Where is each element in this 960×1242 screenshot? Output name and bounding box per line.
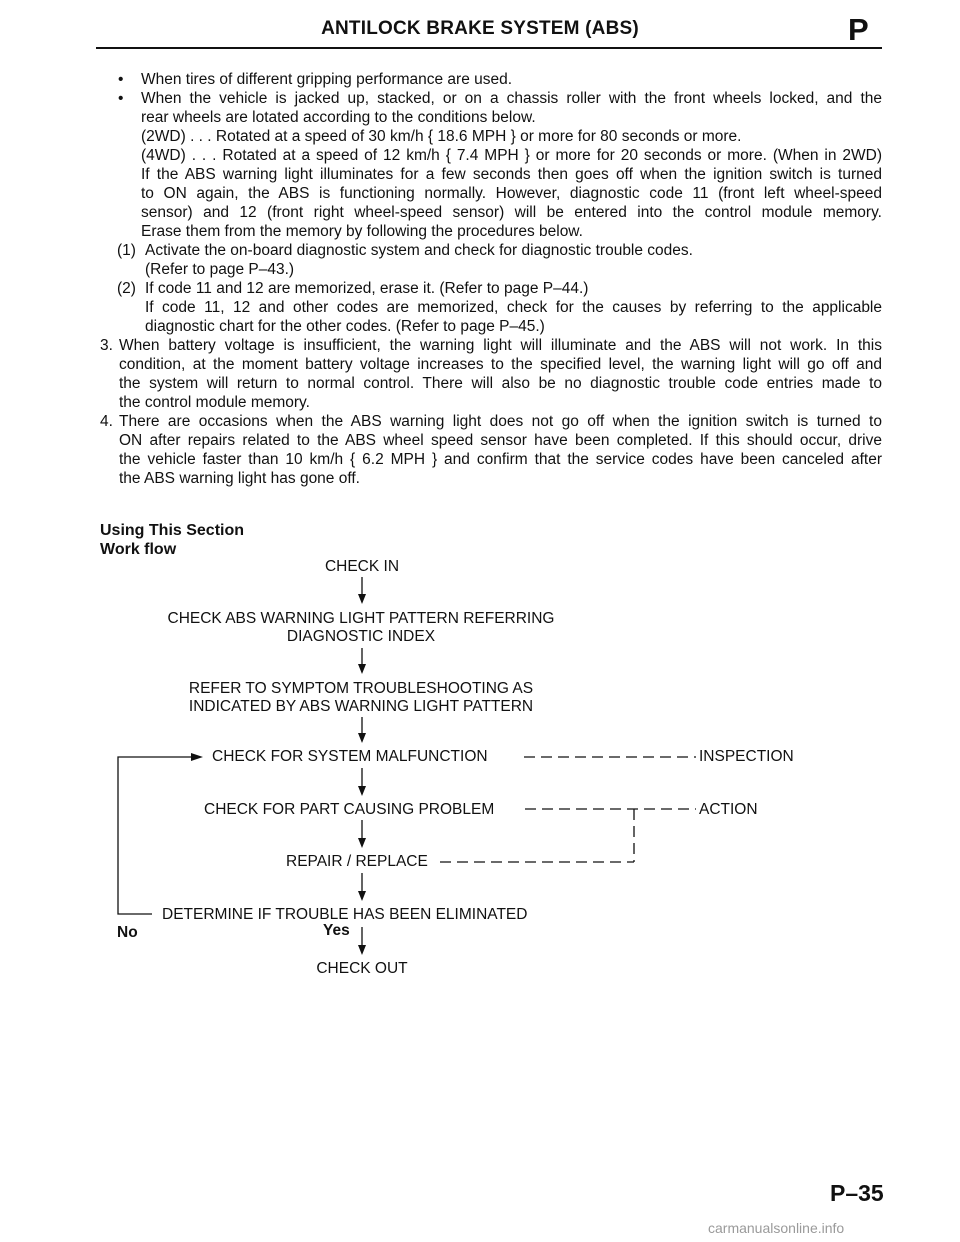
item3-line2: condition, at the moment battery voltage increases to the specified level, the warning light will go off and (119, 356, 882, 373)
arrow-head (358, 733, 366, 743)
page-title: ANTILOCK BRAKE SYSTEM (ABS) (321, 18, 639, 39)
bullet-tires: When tires of different gripping performance are used. (141, 71, 513, 88)
flow-part-causing-problem: CHECK FOR PART CAUSING PROBLEM (204, 801, 495, 818)
flow-pattern-line1: CHECK ABS WARNING LIGHT PATTERN REFERRING (167, 610, 555, 627)
paragraph-line1: If the ABS warning light illuminates for a few seconds then goes off when the ignition switch is turned (141, 166, 882, 183)
flow-refer-line2: INDICATED BY ABS WARNING LIGHT PATTERN (188, 698, 534, 715)
flow-determine: DETERMINE IF TROUBLE HAS BEEN ELIMINATED (162, 906, 528, 923)
section-heading: Using This Section (100, 522, 245, 539)
step1-line2: (Refer to page P–43.) (145, 261, 295, 278)
arrow-head (358, 838, 366, 848)
step2-line2: If code 11, 12 and other codes are memorized, check for the causes by referring to the applicable (145, 299, 882, 316)
item4-line3: the vehicle faster than 10 km/h { 6.2 MPH } and confirm that the service codes have been canceled after (119, 451, 882, 468)
step1-number: (1) (117, 242, 136, 259)
bullet-dot: • (118, 71, 124, 88)
arrow-head (191, 753, 203, 761)
item4-number: 4. (100, 413, 113, 430)
item4-line1: There are occasions when the ABS warning light does not go off when the ignition switch is turned to (119, 413, 882, 430)
condition-4wd: (4WD) . . . Rotated at a speed of 12 km/h { 7.4 MPH } or more for 20 seconds or more. (When in 2WD) (141, 147, 882, 164)
flow-refer-line1: REFER TO SYMPTOM TROUBLESHOOTING AS (188, 680, 534, 697)
flow-pattern-line2: DIAGNOSTIC INDEX (286, 628, 436, 645)
flow-yes-label: Yes (323, 922, 350, 939)
arrow-head (358, 945, 366, 955)
loop-back-line (118, 757, 193, 914)
arrow-head (358, 786, 366, 796)
arrow-head (358, 664, 366, 674)
item3-line4: the control module memory. (119, 394, 310, 411)
step2-line3: diagnostic chart for the other codes. (Refer to page P–45.) (145, 318, 545, 335)
bullet-jacked-line1: When the vehicle is jacked up, stacked, or on a chassis roller with the front wheels locked, and the (141, 90, 882, 107)
item3-number: 3. (100, 337, 113, 354)
arrow-head (358, 594, 366, 604)
watermark: carmanualsonline.info (708, 1220, 845, 1236)
paragraph-line2: to ON again, the ABS is functioning normally. However, diagnostic code 11 (front left wheel-speed (141, 185, 882, 202)
step2-line1: If code 11 and 12 are memorized, erase it. (Refer to page P–44.) (145, 280, 589, 297)
item4-line4: the ABS warning light has gone off. (119, 470, 360, 487)
section-letter: P (848, 12, 869, 47)
flow-check-out: CHECK OUT (316, 960, 408, 977)
flow-system-malfunction: CHECK FOR SYSTEM MALFUNCTION (212, 748, 488, 765)
page-number: P–35 (830, 1180, 884, 1206)
section-subheading: Work flow (100, 541, 177, 558)
condition-2wd: (2WD) . . . Rotated at a speed of 30 km/h { 18.6 MPH } or more for 80 seconds or more. (141, 128, 742, 145)
item3-line1: When battery voltage is insufficient, the warning light will illuminate and the ABS will not work. In this (119, 337, 882, 354)
flow-repair-replace: REPAIR / REPLACE (286, 853, 428, 870)
paragraph-line4: Erase them from the memory by following the procedures below. (141, 223, 583, 240)
bullet-dot: • (118, 90, 124, 107)
flow-check-in: CHECK IN (324, 558, 400, 575)
flow-action-label: ACTION (699, 801, 758, 818)
flow-no-label: No (117, 924, 138, 941)
bullet-jacked-line2: rear wheels are lotated according to the conditions below. (141, 109, 536, 126)
arrow-head (358, 891, 366, 901)
item3-line3: the system will return to normal control. There will also be no diagnostic trouble code entries made to (119, 375, 882, 392)
item4-line2: ON after repairs related to the ABS wheel speed sensor have been completed. If this should occur, drive (119, 432, 882, 449)
flow-inspection-label: INSPECTION (699, 748, 794, 765)
step1-line1: Activate the on-board diagnostic system and check for diagnostic trouble codes. (145, 242, 693, 259)
paragraph-line3: sensor) and 12 (front right wheel-speed sensor) will be entered into the control module memory. (141, 204, 882, 221)
step2-number: (2) (117, 280, 136, 297)
